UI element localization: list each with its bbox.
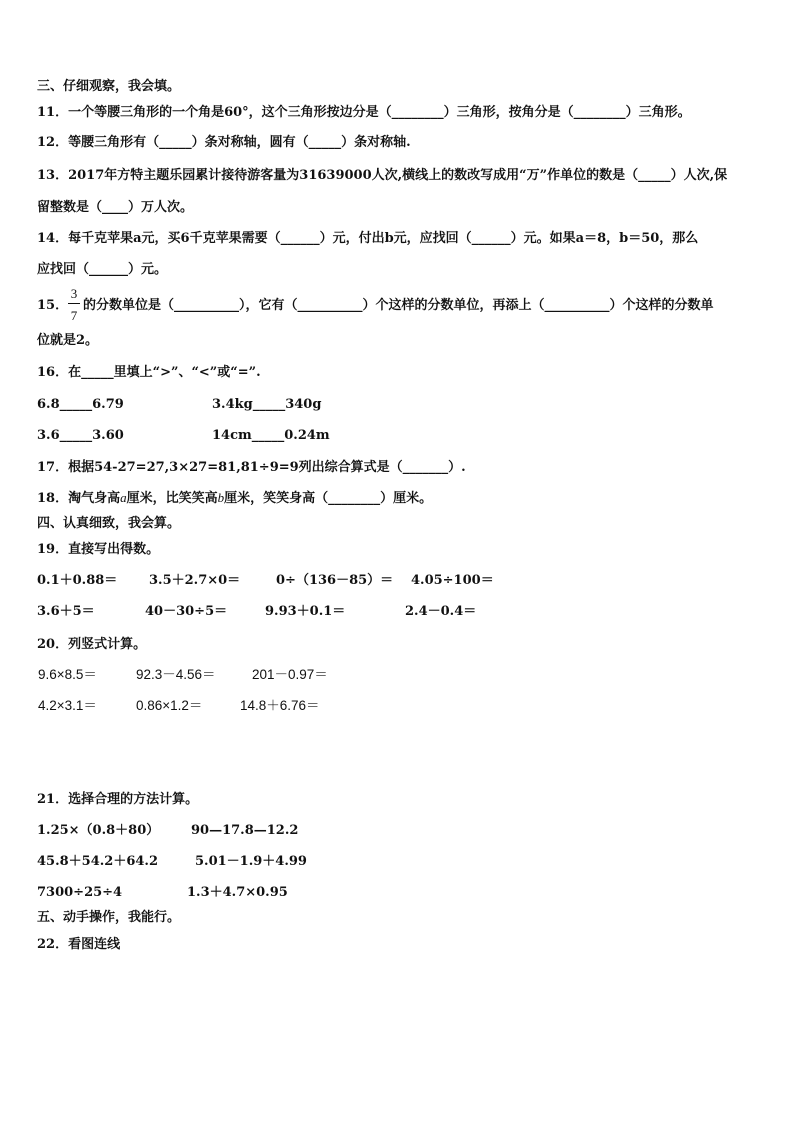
method-calc-item: 7300÷25÷4 xyxy=(37,885,123,900)
method-calc-item: 5.01－1.9＋4.99 xyxy=(195,854,307,869)
question-11 xyxy=(37,106,691,119)
calc-item: 2.4－0.4＝ xyxy=(405,604,477,619)
question-17-number: 17． xyxy=(37,460,69,475)
question-14-text-1: 每千克苹果a元，买6千克苹果需要（______）元，付出b元，应找回（______）元。如果a＝8，b＝50，那么 xyxy=(68,231,699,246)
question-14-number: 14． xyxy=(37,231,69,246)
method-calc-item: 90—17.8—12.2 xyxy=(191,823,299,838)
variable-a: a xyxy=(120,490,127,505)
question-16 xyxy=(37,366,261,379)
question-19-text: 直接写出得数。 xyxy=(68,542,160,557)
question-16-text: 在_____里填上“>”、“<”或“=”. xyxy=(68,365,261,380)
fraction-denominator: 7 xyxy=(70,308,78,323)
calc-item: 40－30÷5＝ xyxy=(145,604,228,619)
calc-item: 0.1＋0.88＝ xyxy=(37,573,118,588)
question-14-line-2: 应找回（______）元。 xyxy=(37,262,168,277)
question-18-text-c: 厘米，笑笑身高（________）厘米。 xyxy=(224,491,433,506)
vertical-calc-item: 0.86×1.2＝ xyxy=(136,698,203,713)
calc-item: 3.5＋2.7×0＝ xyxy=(149,573,241,588)
fraction-numerator: 3 xyxy=(70,286,78,301)
question-21 xyxy=(37,793,198,806)
question-13-line-1 xyxy=(37,169,727,182)
question-11-number: 11． xyxy=(37,105,69,120)
question-16-number: 16． xyxy=(37,365,69,380)
question-18-text-b: 厘米，比笑笑高 xyxy=(126,491,218,506)
compare-item: 3.6_____3.60 xyxy=(37,428,124,443)
vertical-calc-item: 201－0.97＝ xyxy=(252,667,328,682)
question-22-number: 22． xyxy=(37,937,69,952)
compare-item: 3.4kg_____340g xyxy=(212,397,322,412)
question-13-number: 13． xyxy=(37,168,69,183)
question-20-number: 20． xyxy=(37,637,69,652)
question-12-text: 等腰三角形有（_____）条对称轴，圆有（_____）条对称轴. xyxy=(68,135,411,150)
question-17-text: 根据54-27=27,3×27=81,81÷9=9列出综合算式是（_______）. xyxy=(68,460,466,475)
question-13-text-1: 2017年方特主题乐园累计接待游客量为31639000人次,横线上的数改写成用“万”作单位的数是（_____）人次,保 xyxy=(68,168,728,183)
question-13-line-2: 留整数是（____）万人次。 xyxy=(37,200,194,215)
question-21-text: 选择合理的方法计算。 xyxy=(68,792,199,807)
fraction-bar xyxy=(68,303,80,304)
question-12 xyxy=(37,136,411,149)
question-17 xyxy=(37,461,466,474)
question-18 xyxy=(37,491,432,505)
vertical-calc-item: 4.2×3.1＝ xyxy=(38,698,97,713)
question-15-line-2: 位就是2。 xyxy=(37,333,99,348)
question-15-number: 15． xyxy=(37,298,69,313)
calc-item: 9.93＋0.1＝ xyxy=(265,604,346,619)
calc-item: 0÷（136－85）＝ xyxy=(276,573,394,588)
vertical-calc-item: 92.3－4.56＝ xyxy=(136,667,216,682)
question-20 xyxy=(37,638,146,651)
calc-item: 4.05÷100＝ xyxy=(411,573,494,588)
question-21-number: 21． xyxy=(37,792,69,807)
question-15-text-1: 的分数单位是（__________），它有（__________）个这样的分数单位，再添上（__________）个这样的分数单 xyxy=(83,298,714,313)
question-14-line-1 xyxy=(37,232,698,245)
vertical-calc-item: 9.6×8.5＝ xyxy=(38,667,97,682)
question-11-text: 一个等腰三角形的一个角是60°，这个三角形按边分是（________）三角形，按角分是（________）三角形。 xyxy=(68,105,691,120)
vertical-calc-item: 14.8＋6.76＝ xyxy=(240,698,320,713)
question-12-number: 12． xyxy=(37,135,69,150)
section-4-title: 四、认真细致，我会算。 xyxy=(37,516,181,531)
method-calc-item: 45.8＋54.2＋64.2 xyxy=(37,854,158,869)
variable-b: b xyxy=(217,490,225,505)
method-calc-item: 1.25×（0.8＋80） xyxy=(37,823,160,838)
question-22 xyxy=(37,938,120,951)
question-18-number: 18． xyxy=(37,491,69,506)
method-calc-item: 1.3＋4.7×0.95 xyxy=(187,885,288,900)
compare-item: 6.8_____6.79 xyxy=(37,397,124,412)
question-22-text: 看图连线 xyxy=(68,937,121,952)
section-5-title: 五、动手操作，我能行。 xyxy=(37,910,181,925)
question-20-text: 列竖式计算。 xyxy=(68,637,147,652)
question-19 xyxy=(37,543,159,556)
calc-item: 3.6＋5＝ xyxy=(37,604,95,619)
section-3-title: 三、仔细观察，我会填。 xyxy=(37,79,181,94)
question-18-text-a: 淘气身高 xyxy=(68,491,121,506)
question-19-number: 19． xyxy=(37,542,69,557)
compare-item: 14cm_____0.24m xyxy=(212,428,330,443)
question-15-fraction xyxy=(68,286,80,326)
